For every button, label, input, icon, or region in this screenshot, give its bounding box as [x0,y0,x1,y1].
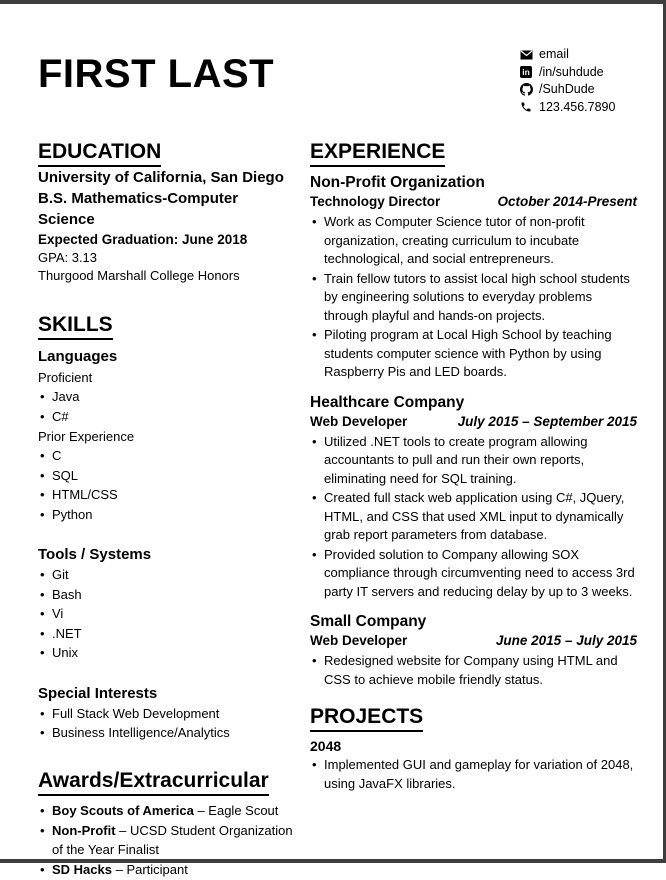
contact-email [519,46,637,64]
award-detail: – Eagle Scout [193,802,279,818]
list-item [38,821,294,859]
education-honors: Thurgood Marshall College Honors [38,268,240,284]
job-dates: October 2014-Present [497,194,637,210]
left-column [38,140,294,880]
job-title: Web Developer [310,413,408,429]
list-item: • Full Stack Web Development [38,705,294,724]
education-gpa: GPA: 3.13 [38,250,98,266]
job-entry [310,392,637,602]
contact-github [519,81,637,99]
experience-heading: EXPERIENCE [310,140,445,167]
award-detail: – Participant [111,861,188,877]
awards-section-heading-wrap [38,769,294,796]
project-entry [310,737,637,793]
project-bullets [310,756,637,793]
contact-email-text: email [539,47,569,61]
job-title-row [310,413,637,431]
award-title: SD Hacks [52,861,112,877]
skills-proficient-list [38,388,294,426]
job-entry [310,611,637,689]
list-item: • Python [38,506,294,525]
resume-header [38,44,637,116]
job-bullet: • Redesigned website for Company using HTML and CSS to achieve mobile friendly status. [310,652,637,689]
list-item: • Java [38,388,294,407]
contact-phone-text: 123.456.7890 [539,99,616,114]
skills-interests-title: Special Interests [38,684,158,702]
skills-section-heading-wrap [38,313,294,340]
job-bullet: • Train fellow tutors to assist local high school students by engineering solutions to everyday problems through playful and hands-on projects. [310,270,637,326]
job-dates: June 2015 – July 2015 [495,633,637,649]
job-title-row [310,632,637,650]
contact-linkedin [519,64,637,82]
job-title-row [310,193,637,211]
list-item: • .NET [38,625,294,644]
awards-heading: Awards/Extracurricular [38,769,269,796]
list-item: • C [38,447,294,466]
job-dates: July 2015 – September 2015 [457,413,637,429]
award-detail: – UCSD Student Organization of the Year Finalist [52,822,293,857]
right-column [310,140,637,880]
projects-heading: PROJECTS [310,705,423,732]
list-item: • Git [38,566,294,585]
list-item [38,860,294,879]
job-title: Technology Director [310,194,441,210]
skills-prior-list [38,447,294,524]
github-icon [519,83,533,96]
job-title: Web Developer [310,633,408,649]
skills-languages-title: Languages [38,348,118,366]
list-item: • Business Intelligence/Analytics [38,724,294,743]
skills-interests-list [38,705,294,743]
education-heading: EDUCATION [38,140,161,167]
education-section-heading-wrap [38,140,294,167]
list-item: • HTML/CSS [38,486,294,505]
list-item: • Unix [38,644,294,663]
email-icon [519,48,533,61]
list-item: • C# [38,408,294,427]
education-graduation: Expected Graduation: June 2018 [38,232,248,248]
skills-tools-list [38,566,294,663]
job-bullet: • Utilized .NET tools to create program allowing accountants to pull and run their own reports, eliminating need for SQL training. [310,433,637,489]
contact-phone [519,99,637,117]
linkedin-icon: in [519,66,533,79]
list-item: • Vi [38,605,294,624]
phone-icon [519,101,533,114]
projects-section-heading-wrap [310,705,637,732]
education-degree: B.S. Mathematics-Computer Science [38,190,239,229]
project-bullet: • Implemented GUI and gameplay for variation of 2048, using JavaFX libraries. [310,756,637,793]
job-bullets [310,213,637,382]
list-item [38,801,294,820]
skills-prior-label: Prior Experience [38,429,135,445]
resume-columns [38,140,637,880]
job-bullets [310,433,637,602]
job-bullet: • Created full stack web application using C#, JQuery, HTML, and CSS that used XML input to dynamically grab report parameters from database. [310,489,637,545]
project-name: 2048 [310,738,342,755]
job-company: Healthcare Company [310,393,465,411]
contact-block [519,46,637,116]
job-company: Non-Profit Organization [310,174,485,192]
education-school: University of California, San Diego [38,169,284,187]
job-bullet: • Work as Computer Science tutor of non-profit organization, creating curriculum to incubate technological, and social entrepreneurs. [310,213,637,269]
contact-github-text: /SuhDude [539,82,595,96]
skills-heading: SKILLS [38,313,113,340]
experience-section-heading-wrap [310,140,637,167]
list-item: • SQL [38,467,294,486]
job-entry [310,172,637,382]
job-bullet: • Piloting program at Local High School by teaching students computer science with Python by using Raspberry Pis and LED boards. [310,326,637,382]
job-company: Small Company [310,613,427,631]
award-title: Boy Scouts of America [52,802,194,818]
contact-linkedin-text: /in/suhdude [539,64,604,79]
skills-proficient-label: Proficient [38,370,93,386]
list-item: • Bash [38,586,294,605]
award-title: Non-Profit [52,822,116,838]
awards-list [38,801,294,879]
job-bullet: • Provided solution to Company allowing SOX compliance through circumventing need to access 3rd party IT servers and reducing delay by up to 3 weeks. [310,546,637,602]
job-bullets [310,652,637,689]
skills-tools-title: Tools / Systems [38,546,152,564]
person-name: FIRST LAST [38,52,275,96]
